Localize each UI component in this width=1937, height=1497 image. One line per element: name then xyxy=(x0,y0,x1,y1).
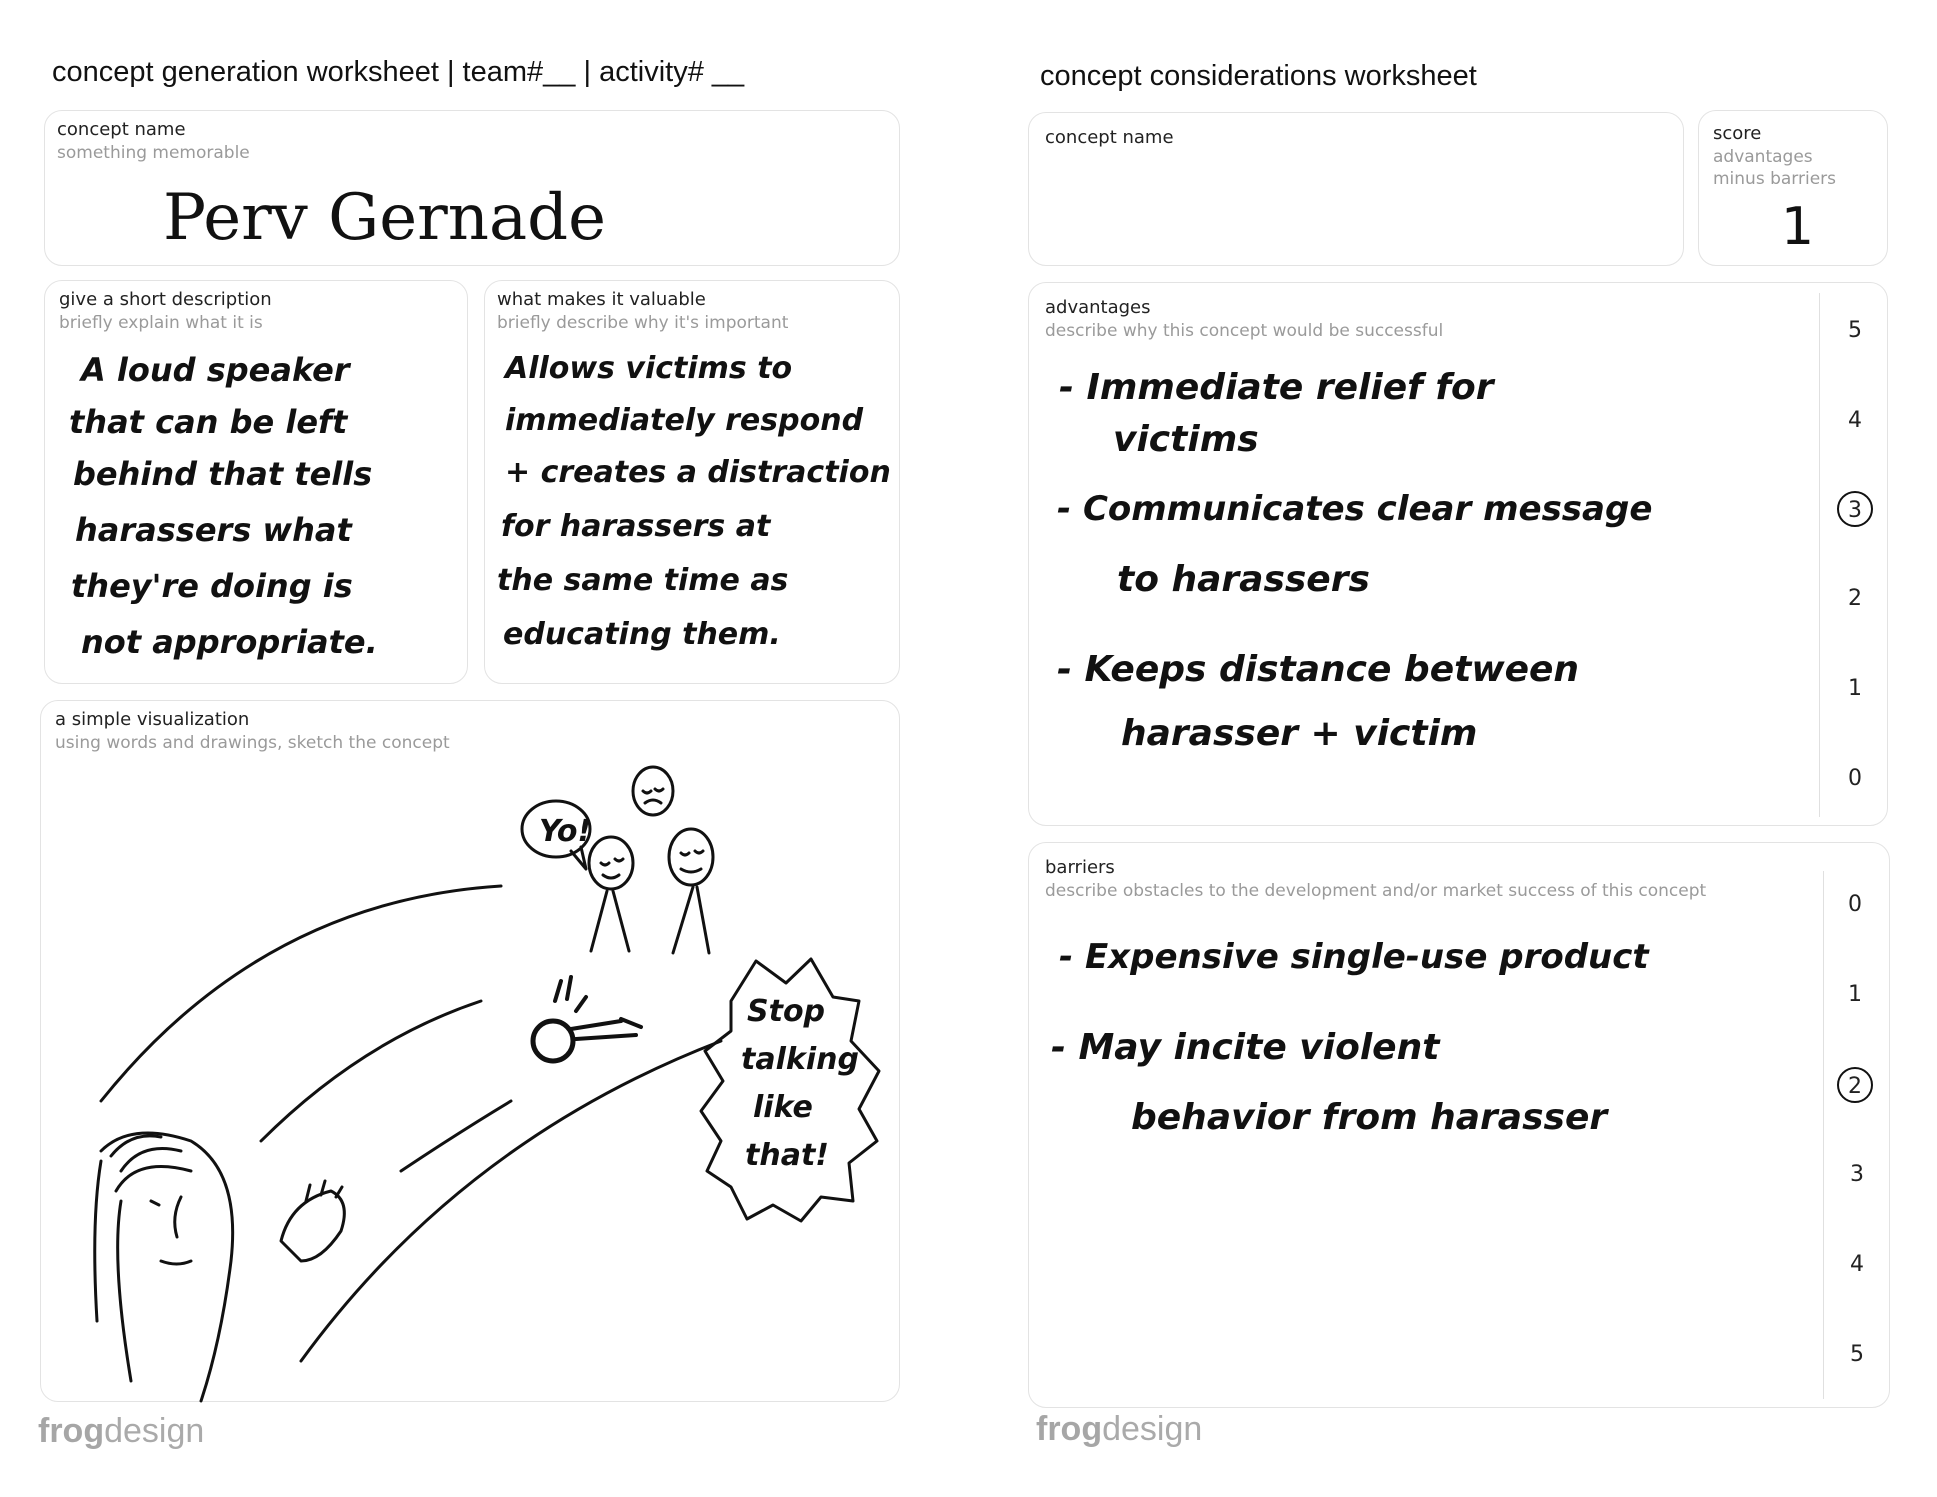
concept-name-hint: something memorable xyxy=(57,143,250,163)
barrier-line: behavior from harasser xyxy=(1131,1097,1608,1138)
description-line: A loud speaker xyxy=(81,351,350,389)
barriers-scale-2-selected[interactable]: 2 xyxy=(1837,1067,1873,1103)
valuable-line: + creates a distraction xyxy=(505,455,891,490)
barriers-scale-0: 0 xyxy=(1848,892,1862,917)
advantages-hint: describe why this concept would be successful xyxy=(1045,321,1444,341)
right-brand-logo xyxy=(1036,1410,1202,1449)
advantage-line: - Communicates clear message xyxy=(1057,489,1653,529)
barriers-label: barriers xyxy=(1045,857,1115,878)
barriers-hint: describe obstacles to the development and/or market success of this concept xyxy=(1045,881,1707,901)
score-label: score xyxy=(1713,123,1762,144)
valuable-line: for harassers at xyxy=(501,509,771,544)
stop-bubble-line: that! xyxy=(745,1138,829,1173)
advantage-line: - Keeps distance between xyxy=(1057,649,1580,690)
brand-light: design xyxy=(1102,1410,1203,1448)
brand-light: design xyxy=(104,1412,205,1450)
barriers-scale-4: 4 xyxy=(1850,1252,1864,1277)
score-box xyxy=(1698,110,1888,266)
barriers-scale-1: 1 xyxy=(1848,982,1862,1007)
advantages-scale-divider xyxy=(1819,293,1820,817)
advantages-scale-2: 2 xyxy=(1848,586,1862,611)
barriers-box xyxy=(1028,842,1890,1408)
brand-bold: frog xyxy=(1036,1410,1103,1448)
score-hint-1: advantages xyxy=(1713,147,1813,167)
barrier-line: - May incite violent xyxy=(1051,1027,1440,1068)
valuable-label: what makes it valuable xyxy=(497,289,706,310)
advantages-scale-5: 5 xyxy=(1848,318,1862,343)
concept-name-label: concept name xyxy=(57,119,186,140)
description-line: not appropriate. xyxy=(81,623,378,661)
right-concept-name-label: concept name xyxy=(1045,127,1174,148)
barriers-scale-5: 5 xyxy=(1850,1342,1864,1367)
advantage-line: to harassers xyxy=(1117,559,1370,600)
description-line: behind that tells xyxy=(73,455,373,493)
visualization-label: a simple visualization xyxy=(55,709,250,730)
valuable-line: immediately respond xyxy=(505,403,864,438)
barriers-scale-3: 3 xyxy=(1850,1162,1864,1187)
advantages-scale-1: 1 xyxy=(1848,676,1862,701)
valuable-line: Allows victims to xyxy=(505,351,793,386)
valuable-line: the same time as xyxy=(497,563,789,598)
brand-bold: frog xyxy=(38,1412,105,1450)
yo-bubble-text: Yo! xyxy=(539,814,592,849)
advantages-label: advantages xyxy=(1045,297,1151,318)
stop-bubble-line: like xyxy=(753,1090,813,1125)
score-value: 1 xyxy=(1781,197,1815,257)
description-line: that can be left xyxy=(69,403,348,441)
left-worksheet-title: concept generation worksheet | team#__ | activity# __ xyxy=(52,56,745,88)
description-line: they're doing is xyxy=(71,567,353,605)
advantage-line: victims xyxy=(1113,419,1259,460)
description-label: give a short description xyxy=(59,289,272,310)
visualization-box xyxy=(40,700,900,1402)
concept-name-value: Perv Gernade xyxy=(163,181,606,255)
valuable-hint: briefly describe why it's important xyxy=(497,313,789,333)
right-concept-name-box xyxy=(1028,112,1684,266)
valuable-box xyxy=(484,280,900,684)
advantages-scale-3-selected[interactable]: 3 xyxy=(1837,491,1873,527)
advantage-line: - Immediate relief for xyxy=(1059,367,1494,408)
advantages-box xyxy=(1028,282,1888,826)
advantage-line: harasser + victim xyxy=(1121,713,1478,754)
advantages-scale-0: 0 xyxy=(1848,766,1862,791)
stop-bubble-line: Stop xyxy=(747,994,826,1029)
right-worksheet-title: concept considerations worksheet xyxy=(1040,60,1477,92)
description-box xyxy=(44,280,468,684)
concept-sketch xyxy=(41,701,901,1403)
description-hint: briefly explain what it is xyxy=(59,313,263,333)
barriers-scale-divider xyxy=(1823,871,1824,1399)
visualization-hint: using words and drawings, sketch the concept xyxy=(55,733,450,753)
description-line: harassers what xyxy=(75,511,352,549)
barrier-line: - Expensive single-use product xyxy=(1059,937,1649,977)
concept-name-box xyxy=(44,110,900,266)
left-brand-logo xyxy=(38,1412,204,1451)
advantages-scale-4: 4 xyxy=(1848,408,1862,433)
valuable-line: educating them. xyxy=(503,617,781,652)
score-hint-2: minus barriers xyxy=(1713,169,1837,189)
stop-bubble-line: talking xyxy=(741,1042,859,1077)
